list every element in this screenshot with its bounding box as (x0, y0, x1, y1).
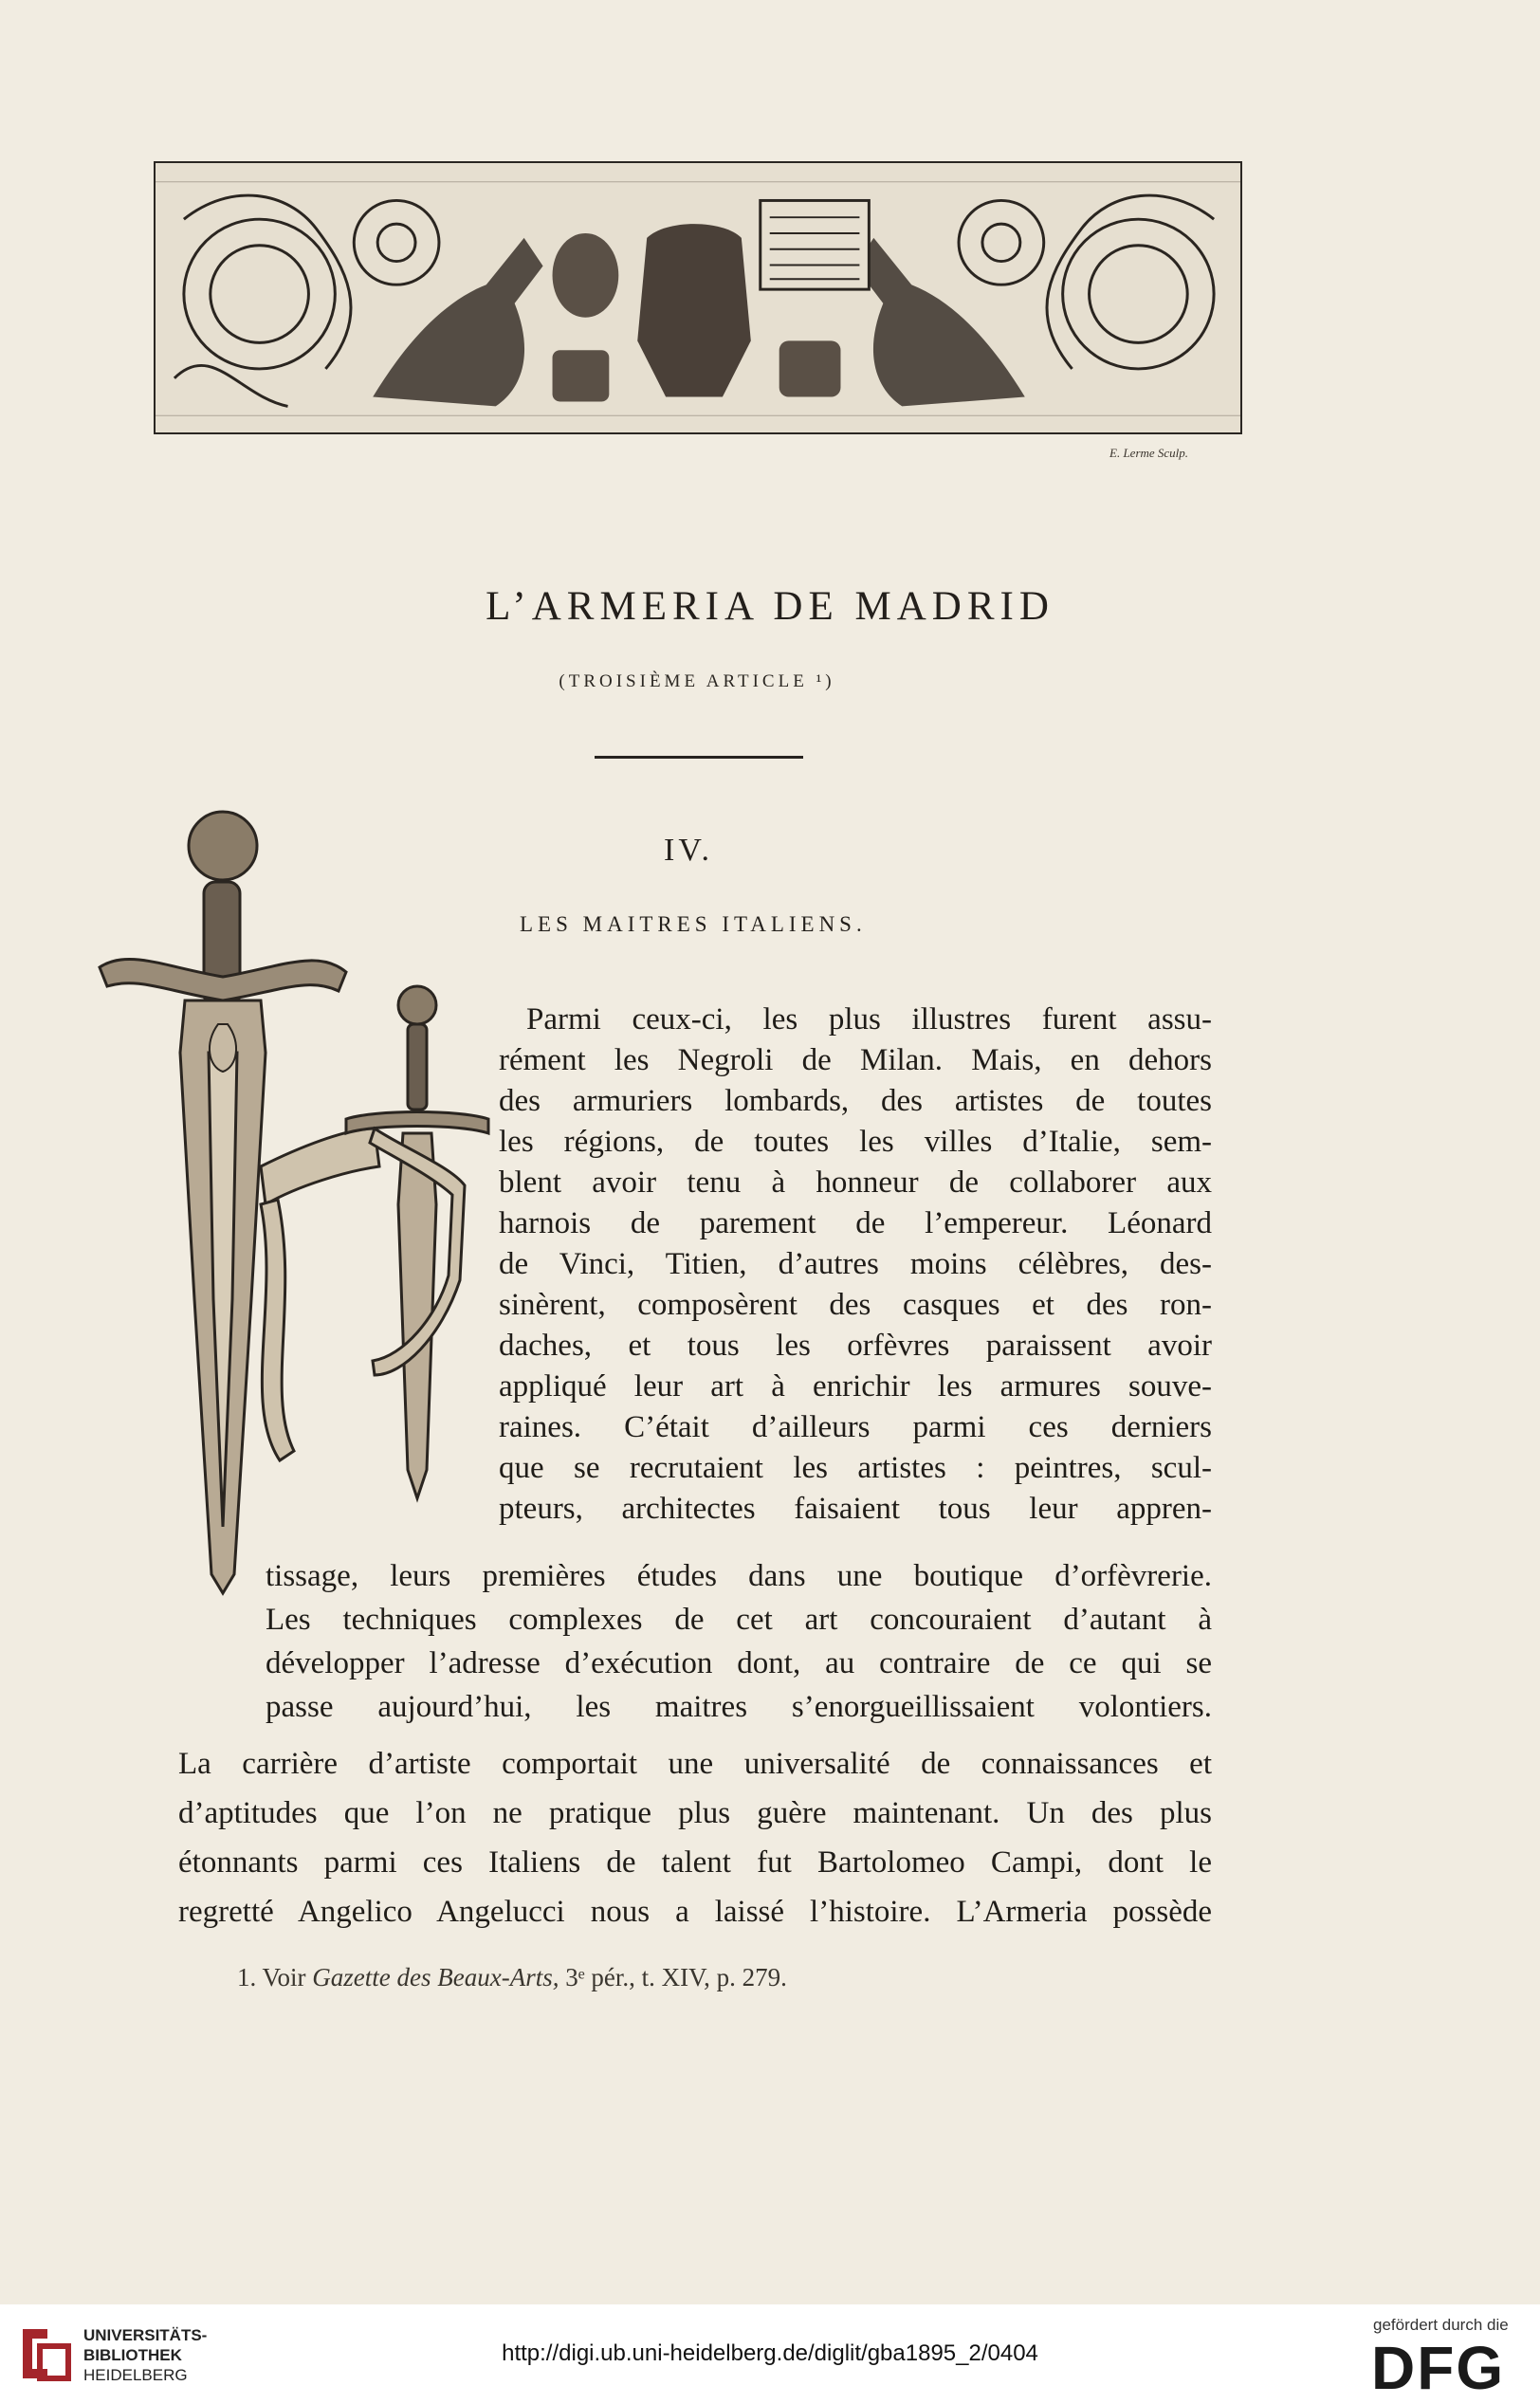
text-line: d’aptitudes que l’on ne pratique plus guère maintenant. Un des plus (178, 1796, 1212, 1830)
text-line: des armuriers lombards, des artistes de toutes (499, 1084, 1212, 1118)
text-line: développer l’adresse d’exécution dont, au contraire de ce qui se (266, 1646, 1212, 1680)
text-line: de Vinci, Titien, d’autres moins célèbres, des- (499, 1247, 1212, 1281)
text-line: appliqué leur art à enrichir les armures souve- (499, 1369, 1212, 1404)
footnote-lead: Voir (262, 1963, 306, 1991)
section-number: IV. (664, 833, 713, 868)
text-line: harnois de parement de l’empereur. Léonard (499, 1206, 1212, 1240)
text-line: pteurs, architectes faisaient tous leur appren- (499, 1492, 1212, 1526)
title-divider (595, 756, 803, 759)
section-title: LES MAITRES ITALIENS. (520, 912, 867, 936)
text-line: sinèrent, composèrent des casques et des ron- (499, 1288, 1212, 1322)
engraver-signature: E. Lerme Sculp. (1109, 446, 1189, 460)
footnote-source: Gazette des Beaux-Arts, (312, 1963, 559, 1991)
footnote-number: 1. (237, 1963, 257, 1991)
article-subtitle: (TROISIÈME ARTICLE ¹) (559, 671, 835, 691)
text-line: daches, et tous les orfèvres paraissent avoir (499, 1329, 1212, 1363)
text-line: étonnants parmi ces Italiens de talent fut Bartolomeo Campi, dont le (178, 1845, 1212, 1880)
digitization-footer (0, 2304, 1540, 2404)
institution-name: UNIVERSITÄTS- BIBLIOTHEK HEIDELBERG (83, 2326, 208, 2384)
text-line: raines. C’était d’ailleurs parmi ces derniers (499, 1410, 1212, 1444)
text-line: que se recrutaient les artistes : peintres, scul- (499, 1451, 1212, 1485)
text-line: rément les Negroli de Milan. Mais, en dehors (499, 1043, 1212, 1077)
text-line: Parmi ceux-ci, les plus illustres furent assu- (526, 1002, 1212, 1037)
footnote (237, 1963, 787, 1992)
funded-by-label: gefördert durch die (1373, 2316, 1509, 2334)
digitization-url[interactable]: http://digi.ub.uni-heidelberg.de/diglit/gba1895_2/0404 (502, 2340, 1038, 2366)
text-line: passe aujourd’hui, les maitres s’enorgueillissaient volontiers. (266, 1690, 1212, 1724)
header-ornament-engraving (154, 161, 1242, 434)
text-line: tissage, leurs premières études dans une boutique d’orfèvrerie. (266, 1559, 1212, 1593)
text-line: La carrière d’artiste comportait une universalité de connaissances et (178, 1747, 1212, 1781)
text-line: Les techniques complexes de cet art concouraient d’autant à (266, 1603, 1212, 1637)
text-line: blent avoir tenu à honneur de collaborer aux (499, 1165, 1212, 1200)
footnote-reference: 3ᵉ pér., t. XIV, p. 279. (565, 1963, 787, 1991)
text-line: regretté Angelico Angelucci nous a laissé l’histoire. L’Armeria possède (178, 1895, 1212, 1929)
article-title: L’ARMERIA DE MADRID (486, 584, 1054, 629)
text-line: les régions, de toutes les villes d’Italie, sem- (499, 1125, 1212, 1159)
dfg-logo: DFG (1371, 2334, 1506, 2402)
ornament-illustration (156, 163, 1240, 432)
